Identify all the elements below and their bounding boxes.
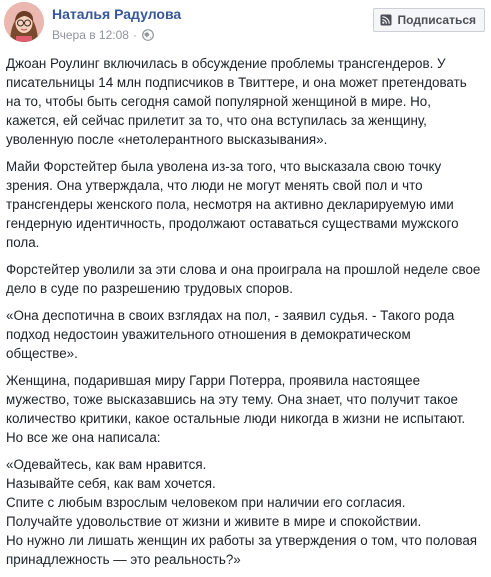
- subscribe-button[interactable]: [373, 8, 485, 32]
- post-header: [4, 2, 487, 48]
- quote-line: Но нужно ли лишать женщин их работы за утверждения о том, что половая принадлежность — это реальность?»: [6, 533, 478, 567]
- author-name-link[interactable]: Наталья Радулова: [52, 6, 182, 22]
- author-avatar[interactable]: [4, 2, 44, 42]
- quote-line: «Одевайтесь, как вам нравится.: [6, 457, 207, 472]
- post-meta: [52, 28, 154, 42]
- subscribe-button-label: Подписаться: [397, 13, 476, 27]
- quote-line: Получайте удовольствие от жизни и живите в мире и спокойствии.: [6, 514, 422, 529]
- rss-icon: [380, 14, 392, 26]
- avatar-illustration: [4, 2, 44, 42]
- quote-line: Называйте себя, как вам хочется.: [6, 476, 216, 491]
- quote-line: Спите с любым взрослым человеком при наличии его согласия.: [6, 495, 406, 510]
- post-timestamp[interactable]: Вчера в 12:08: [52, 28, 129, 42]
- post-body: [6, 54, 485, 577]
- meta-separator: ·: [132, 28, 137, 42]
- globe-icon[interactable]: [142, 29, 154, 41]
- post-paragraph: Женщина, подарившая миру Гарри Потерра, проявила настоящее мужество, тоже высказавшись на эту тему. Она знает, что получит такое количество критики, какое остальные люди никогда в жизни не испытают. Но все же она написала:: [6, 373, 466, 445]
- post-paragraph: Майи Форстейтер была уволена из-за того, что высказала свою точку зрения. Она утверждала, что люди не могут менять свой пол и что трансгендеры женского пола, несмотря на активно декларируемую ими гендерную идентичность, продолжают оставаться существами мужского пола.: [6, 159, 459, 250]
- post-paragraph: Форстейтер уволили за эти слова и она проиграла на прошлой неделе свое дело в суде по разрешению трудовых споров.: [6, 262, 481, 296]
- post-paragraph: «Она деспотична в своих взглядах на пол, - заявил судья. - Такого рода подход недостоин уважительного отношения в демократическом обществе».: [6, 308, 455, 361]
- post-paragraph: Джоан Роулинг включилась в обсуждение проблемы трансгендеров. У писательницы 14 млн подписчиков в Твиттере, и она может претендовать на то, чтобы быть сегодня самой популярной женщиной в мире. Но, кажется, ей сейчас прилетит за то, что она вступилась за женщину, уволенную после «нетолерантного высказывания».: [6, 56, 467, 147]
- post-quote: [6, 455, 485, 569]
